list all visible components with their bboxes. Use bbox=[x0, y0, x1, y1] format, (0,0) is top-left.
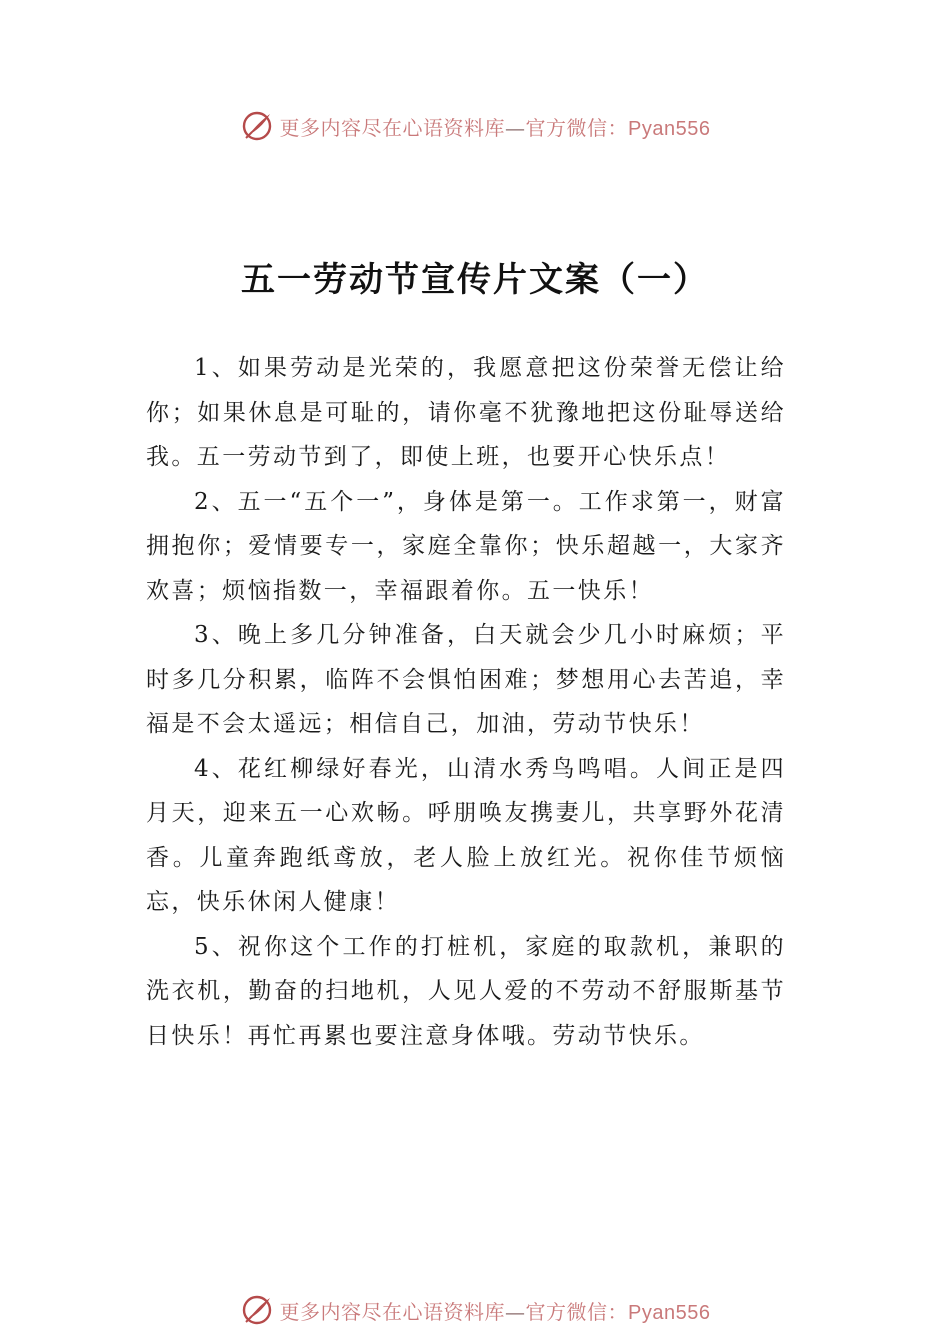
wechat-id: Pyan556 bbox=[628, 117, 711, 140]
paragraph: 5、祝你这个工作的打桩机，家庭的取款机，兼职的洗衣机，勤奋的扫地机，人见人爱的不劳动不舒服斯基节日快乐！再忙再累也要注意身体哦。劳动节快乐。 bbox=[146, 933, 786, 1049]
quill-logo-icon bbox=[240, 1293, 274, 1327]
paragraph: 3、晚上多几分钟准备，白天就会少几小时麻烦；平时多几分积累，临阵不会惧怕困难；梦想用心去苦追，幸福是不会太遥远；相信自己，加油，劳动节快乐！ bbox=[146, 622, 786, 737]
wechat-id: Pyan556 bbox=[628, 1301, 711, 1324]
footer-banner bbox=[0, 1290, 950, 1330]
quill-logo-icon bbox=[240, 109, 274, 143]
document-title: 五一劳动节宣传片文案（一） bbox=[241, 260, 709, 300]
paragraph: 2、五一“五个一”，身体是第一。工作求第一，财富拥抱你；爱情要专一，家庭全靠你；快乐超越一，大家齐欢喜；烦恼指数一，幸福跟着你。五一快乐！ bbox=[146, 488, 786, 604]
banner-text: 更多内容尽在心语资料库—官方微信：Pyan556 bbox=[279, 1299, 711, 1324]
paragraph: 1、如果劳动是光荣的，我愿意把这份荣誉无偿让给你；如果休息是可耻的，请你毫不犹豫地把这份耻辱送给我。五一劳动节到了，即使上班，也要开心快乐点！ bbox=[146, 355, 786, 470]
header-banner bbox=[0, 106, 950, 146]
document-body bbox=[146, 346, 786, 1058]
paragraph: 4、花红柳绿好春光，山清水秀鸟鸣唱。人间正是四月天，迎来五一心欢畅。呼朋唤友携妻儿，共享野外花清香。儿童奔跑纸鸢放，老人脸上放红光。祝你佳节烦恼忘，快乐休闲人健康！ bbox=[146, 755, 786, 915]
banner-text: 更多内容尽在心语资料库—官方微信：Pyan556 bbox=[279, 115, 711, 140]
